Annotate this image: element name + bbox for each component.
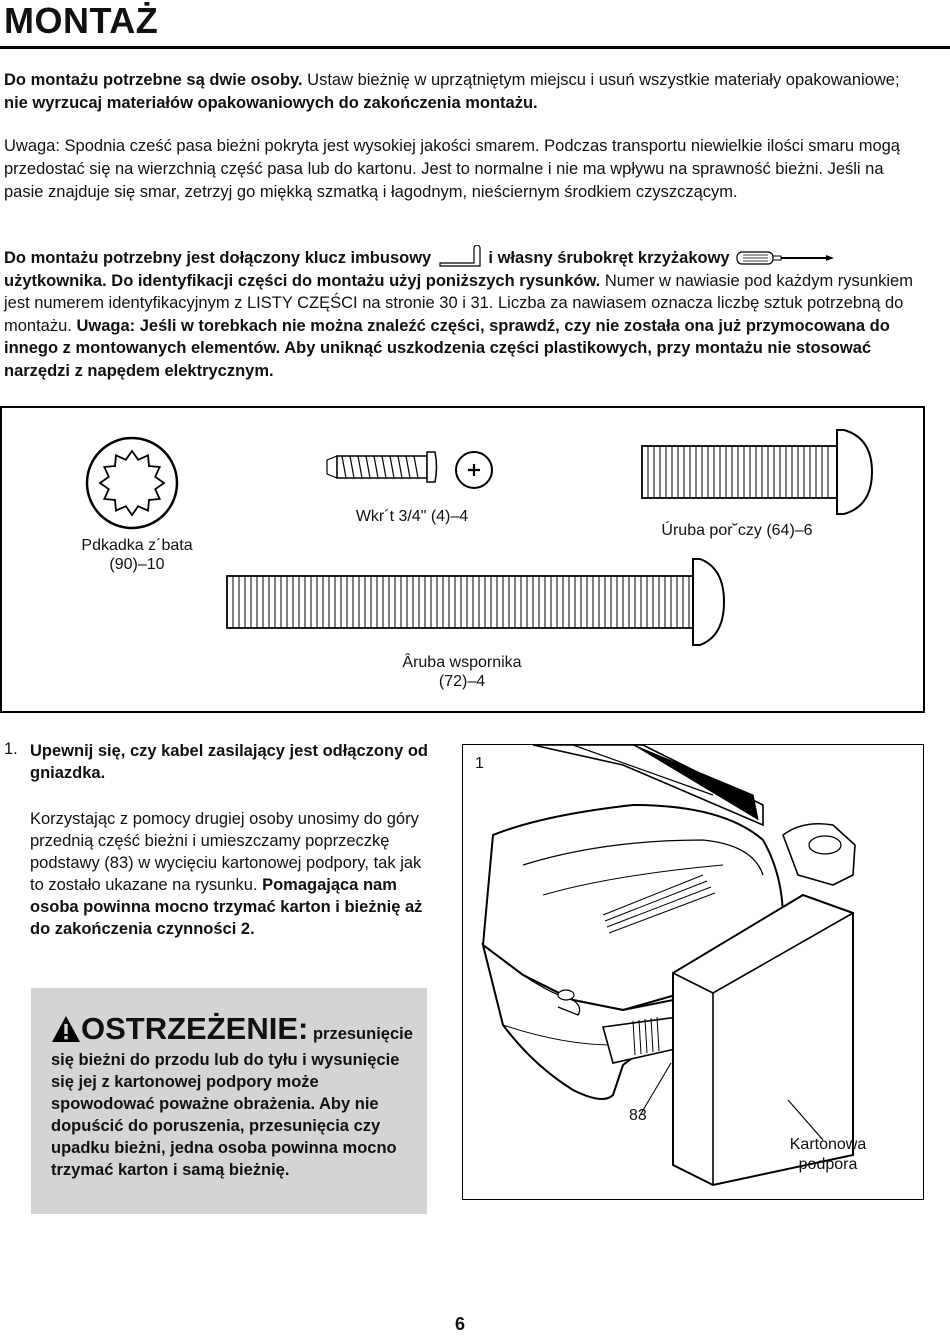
- screwdriver-icon: [734, 248, 838, 268]
- intro-p1-text: Ustaw bieżnię w uprzątniętym miejscu i usuń wszystkie materiały opakowaniowe;: [302, 71, 900, 89]
- page-title: MONTAŻ: [4, 0, 159, 41]
- title-rule: [0, 46, 950, 49]
- step-body: [30, 808, 428, 940]
- step-body-bold: Pomagająca nam osoba powinna mocno trzymać karton i bieżnię aż do zakończenia czynności 2.: [30, 876, 423, 938]
- bracket-bolt-label-qty: (72)–4: [438, 673, 486, 690]
- parts-box: [0, 406, 925, 713]
- screw-icon: [327, 452, 492, 488]
- warning-text: [51, 1011, 413, 1181]
- star-washer-icon: [87, 438, 177, 528]
- bracket-bolt-icon: [227, 559, 724, 645]
- warning-heading: OSTRZEŻENIE:: [81, 1011, 309, 1046]
- intro-paragraph-2: Uwaga: Spodnia cześć pasa bieżni pokryta jest wysokiej jakości smarem. Podczas transportu niewielkie ilości smaru mogą przedostać się na wierzchnią część pasa lub do kartonu. Jest to normalne i nie ma wpływu na sprawność bieżni. Jeśli na pasie znajduje się smar, zetrzyj go miękką szmatką i łagodnym, nieściernym środkiem czyszczącym.: [4, 137, 900, 201]
- treadmill-drawing: [463, 745, 923, 1199]
- label-83: 83: [629, 1107, 647, 1124]
- step-heading: Upewnij się, czy kabel zasilający jest odłączony od gniazdka.: [30, 742, 428, 782]
- label-cardboard-support-1: Kartonowa: [789, 1136, 867, 1153]
- allen-wrench-icon: [436, 245, 484, 267]
- figure-1: [462, 744, 924, 1200]
- intro-paragraph-1: [4, 69, 904, 115]
- step-number: 1.: [4, 740, 18, 758]
- crossbar-bolt-label: Úruba por˘czy (64)–6: [661, 522, 813, 539]
- crossbar-bolt-icon: [642, 430, 872, 514]
- intro-p3-bold3: użytkownika. Do identyfikacji części do montażu użyj poniższych rysunków.: [4, 271, 601, 290]
- intro-p3-bold2: i własny śrubokręt krzyżakowy: [488, 249, 730, 267]
- washer-label: [62, 536, 212, 574]
- bracket-bolt-label-name: Âruba wspornika: [402, 654, 522, 671]
- washer-label-qty: (90)–10: [109, 556, 165, 573]
- intro-p1-bold2: nie wyrzucaj materiałów opakowaniowych do zakończenia montażu.: [4, 94, 538, 112]
- intro-p3-bold1: Do montażu potrzebny jest dołączony klucz imbusowy: [4, 249, 432, 267]
- step-body-text: Korzystając z pomocy drugiej osoby unosimy do góry przednią część bieżni i umieszczamy poprzeczkę podstawy (83) w wycięciu kartonowej podpory, tak jak to zostało ukazane na rysunku.: [30, 810, 422, 894]
- screw-label: Wkr´t 3/4" (4)–4: [355, 508, 469, 525]
- warning-body: przesunięcie się bieżni do przodu lub do tyłu i wysunięcie się jej z kartonowej podpory może spowodować poważne obrażenia. Aby nie dopuścić do poruszenia, przesunięcia czy upadku bieżni, jedna osoba powinna mocno trzymać karton i samą bieżnię.: [51, 1025, 413, 1179]
- bracket-bolt-label: [382, 653, 542, 691]
- figure-number: 1: [475, 755, 484, 772]
- intro-paragraph-3: [4, 245, 916, 382]
- washer-label-name: Pdkadka z´bata: [81, 537, 193, 554]
- intro-p3-text: Numer w nawiasie pod każdym rysunkiem jest numerem identyfikacyjnym z LISTY CZĘŚCI na stronie 30 i 31. Liczba za nawiasem oznacza liczbę sztuk potrzebną do montażu.: [4, 271, 913, 335]
- warning-triangle-icon: [51, 1015, 81, 1049]
- warning-box: [31, 988, 427, 1214]
- intro-p1-bold: Do montażu potrzebne są dwie osoby.: [4, 71, 303, 89]
- page-number: 6: [455, 1314, 466, 1334]
- label-cardboard-support: [768, 1135, 888, 1175]
- intro-p3-bold4: Uwaga: Jeśli w torebkach nie można znaleźć części, sprawdź, czy nie została ona już przymocowana do innego z montowanych elementów. Aby uniknąć uszkodzenia części plastikowych, przy montażu nie stosować narzędzi z napędem elektrycznym.: [4, 316, 890, 380]
- label-cardboard-support-2: podpora: [798, 1156, 858, 1173]
